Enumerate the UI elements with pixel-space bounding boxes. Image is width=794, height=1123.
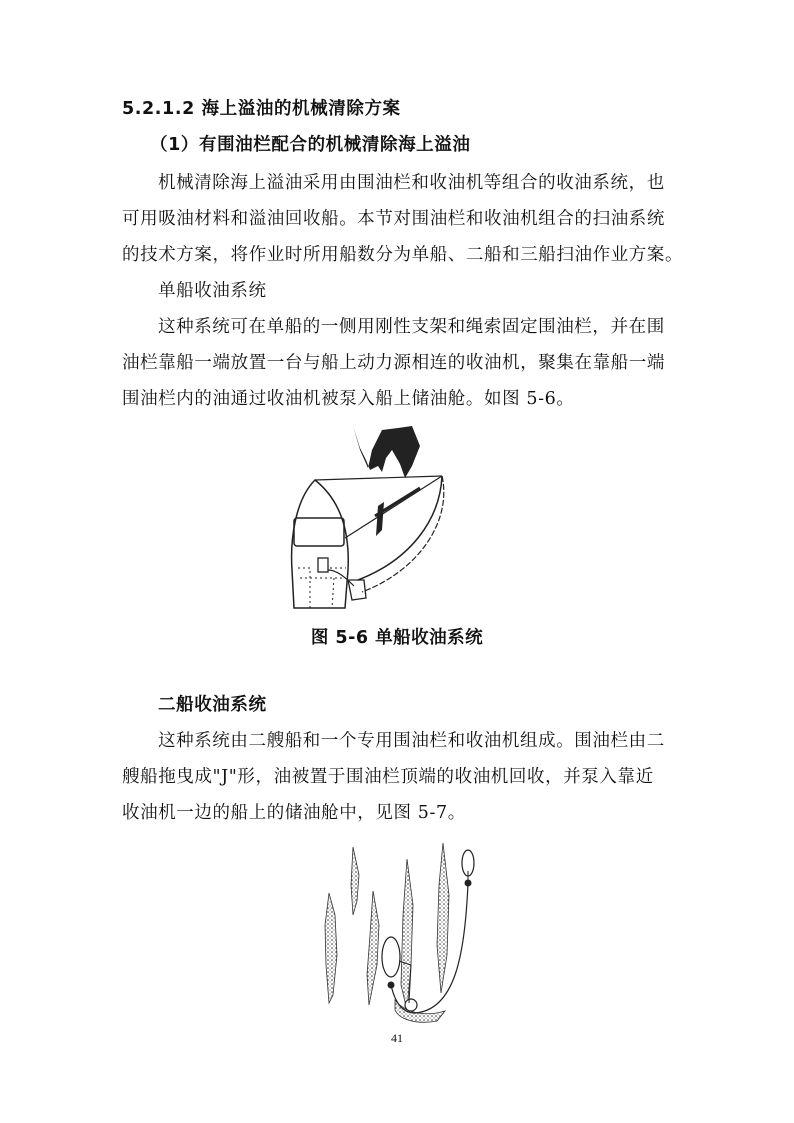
figure-two-ship-diagram (315, 835, 485, 1030)
oil-streak (367, 891, 379, 1005)
two-ship-title: 二船收油系统 (158, 695, 267, 715)
single-ship-title: 单船收油系统 (158, 281, 267, 301)
paragraph-line: 这种系统可在单船的一侧用刚性支架和绳索固定围油栏，并在围 (158, 317, 665, 337)
oil-boom (358, 476, 442, 580)
boat-hull (292, 480, 349, 608)
paragraph-line: 艘船拖曳成"J"形，油被置于围油栏顶端的收油机回收，并泵入靠近 (122, 767, 654, 787)
boat-hatch (318, 558, 328, 572)
boat-left (382, 937, 400, 977)
oil-slick-shape (353, 426, 420, 478)
oil-streak (401, 859, 413, 1010)
skimmer-circle (405, 999, 417, 1011)
page-number: 41 (391, 1031, 403, 1045)
oil-streak (437, 843, 449, 993)
boat-cabin-window (294, 518, 344, 546)
paragraph-line: 围油栏内的油通过收油机被泵入船上储油舱。如图 5-6。 (122, 389, 575, 409)
paragraph-line: 这种系统由二艘船和一个专用围油栏和收油机组成。围油栏由二 (158, 731, 665, 751)
figure-caption: 图 5-6 单船收油系统 (310, 628, 484, 648)
paragraph-line: 的技术方案，将作业时所用船数分为单船、二船和三船扫油作业方案。 (122, 245, 684, 265)
oil-patch (376, 502, 384, 536)
paragraph-line: 收油机一边的船上的储油舱中，见图 5-7。 (122, 803, 466, 823)
paragraph-line: 油栏靠船一端放置一台与船上动力源相连的收油机，聚集在靠船一端 (122, 353, 665, 373)
oil-streak (325, 893, 337, 1003)
paragraph-line: 机械清除海上溢油采用由围油栏和收油机等组合的收油系统，也 (158, 173, 665, 193)
paragraph-line: 可用吸油材料和溢油回收船。本节对围油栏和收油机组合的扫油系统 (122, 209, 665, 229)
figure-single-ship-diagram (270, 420, 520, 620)
section-heading: 5.2.1.2 海上溢油的机械清除方案 (122, 99, 401, 119)
oil-streak (351, 847, 359, 915)
subsection-heading: （1）有围油栏配合的机械清除海上溢油 (150, 135, 471, 155)
